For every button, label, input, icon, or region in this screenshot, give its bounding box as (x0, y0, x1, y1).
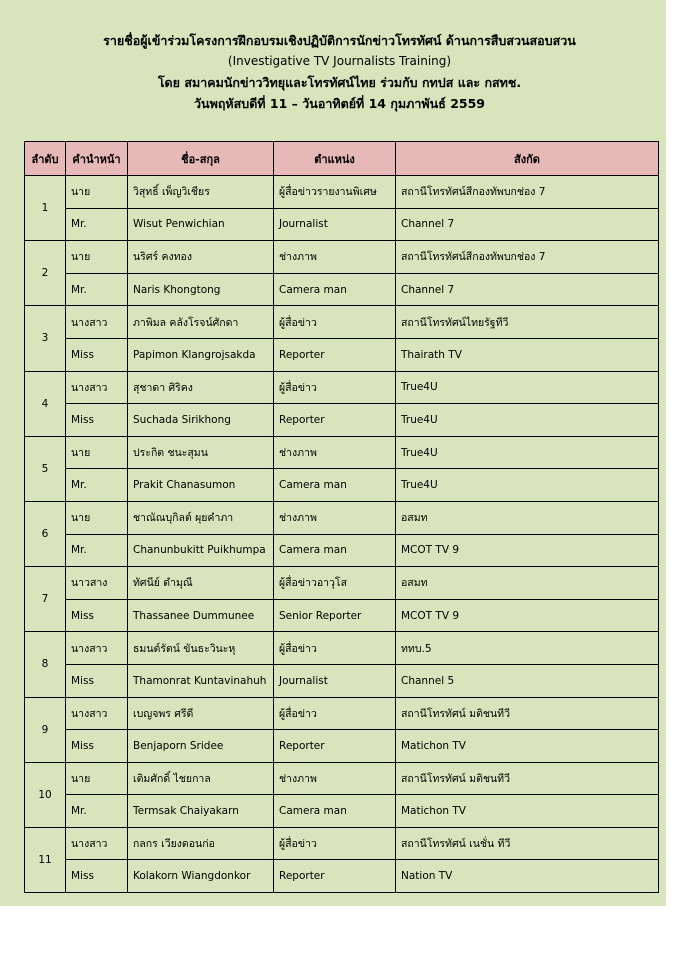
th-position-cell: ผู้สื่อข่าว (274, 697, 396, 730)
table-row (25, 697, 659, 730)
th-prefix-cell: นางสาว (66, 371, 128, 404)
en-affiliation-cell: Thairath TV (396, 338, 659, 371)
column-header-number: ลำดับ (25, 142, 66, 176)
th-position-cell: ผู้สื่อข่าวอาวุโส (274, 567, 396, 600)
table-row (25, 762, 659, 795)
en-name-cell: Wisut Penwichian (128, 208, 274, 241)
th-prefix-cell: นางสาว (66, 697, 128, 730)
table-row (25, 176, 659, 209)
table-row (25, 208, 659, 241)
th-name-cell: นริศร์ คงทอง (128, 241, 274, 274)
en-name-cell: Naris Khongtong (128, 273, 274, 306)
th-prefix-cell: นาย (66, 241, 128, 274)
en-prefix-cell: Miss (66, 404, 128, 437)
row-number-cell: 1 (25, 176, 66, 241)
th-prefix-cell: นางสาว (66, 632, 128, 665)
table-row (25, 632, 659, 665)
th-affiliation-cell: สถานีโทรทัศน์ มติชนทีวี (396, 697, 659, 730)
en-position-cell: Camera man (274, 534, 396, 567)
th-name-cell: ภาพิมล คลังโรจน์ศักดา (128, 306, 274, 339)
title-line-4: วันพฤหัสบดีที่ 11 – วันอาทิตย์ที่ 14 กุมภาพันธ์ 2559 (194, 96, 485, 111)
row-number-cell: 10 (25, 762, 66, 827)
en-position-cell: Journalist (274, 664, 396, 697)
th-prefix-cell: นาย (66, 176, 128, 209)
th-position-cell: ช่างภาพ (274, 762, 396, 795)
en-prefix-cell: Miss (66, 860, 128, 893)
en-name-cell: Suchada Sirikhong (128, 404, 274, 437)
row-number-cell: 7 (25, 567, 66, 632)
en-prefix-cell: Mr. (66, 208, 128, 241)
en-prefix-cell: Miss (66, 730, 128, 763)
th-position-cell: ผู้สื่อข่าว (274, 306, 396, 339)
en-affiliation-cell: True4U (396, 469, 659, 502)
en-position-cell: Journalist (274, 208, 396, 241)
row-number-cell: 8 (25, 632, 66, 697)
table-row (25, 404, 659, 437)
en-name-cell: Thassanee Dummunee (128, 599, 274, 632)
en-name-cell: Termsak Chaiyakarn (128, 795, 274, 828)
th-prefix-cell: นาย (66, 501, 128, 534)
th-prefix-cell: นาวสาง (66, 567, 128, 600)
column-header-prefix: คำนำหน้า (66, 142, 128, 176)
th-prefix-cell: นางสาว (66, 827, 128, 860)
th-position-cell: ช่างภาพ (274, 241, 396, 274)
th-affiliation-cell: อสมท (396, 567, 659, 600)
th-name-cell: สุชาดา ศิริคง (128, 371, 274, 404)
en-affiliation-cell: Matichon TV (396, 795, 659, 828)
th-affiliation-cell: สถานีโทรทัศน์ เนชั่น ทีวี (396, 827, 659, 860)
en-affiliation-cell: Channel 5 (396, 664, 659, 697)
table-row (25, 273, 659, 306)
table-row (25, 501, 659, 534)
table-row (25, 534, 659, 567)
row-number-cell: 11 (25, 827, 66, 892)
row-number-cell: 5 (25, 436, 66, 501)
en-position-cell: Camera man (274, 795, 396, 828)
table-row (25, 795, 659, 828)
en-position-cell: Reporter (274, 730, 396, 763)
en-affiliation-cell: True4U (396, 404, 659, 437)
en-affiliation-cell: Channel 7 (396, 273, 659, 306)
table-row (25, 827, 659, 860)
en-prefix-cell: Miss (66, 664, 128, 697)
th-position-cell: ผู้สื่อข่าวรายงานพิเศษ (274, 176, 396, 209)
th-prefix-cell: นาย (66, 436, 128, 469)
en-affiliation-cell: MCOT TV 9 (396, 599, 659, 632)
table-row (25, 664, 659, 697)
th-affiliation-cell: True4U (396, 436, 659, 469)
column-header-name: ชื่อ-สกุล (128, 142, 274, 176)
title-line-2: (Investigative TV Journalists Training) (227, 54, 452, 68)
table-row (25, 338, 659, 371)
en-name-cell: Thamonrat Kuntavinahuh (128, 664, 274, 697)
row-number-cell: 2 (25, 241, 66, 306)
table-row (25, 306, 659, 339)
en-name-cell: Chanunbukitt Puikhumpa (128, 534, 274, 567)
table-row (25, 567, 659, 600)
th-name-cell: เบญจพร ศรีดี (128, 697, 274, 730)
en-prefix-cell: Miss (66, 338, 128, 371)
table-row (25, 599, 659, 632)
th-position-cell: ผู้สื่อข่าว (274, 632, 396, 665)
th-position-cell: ผู้สื่อข่าว (274, 371, 396, 404)
en-affiliation-cell: Matichon TV (396, 730, 659, 763)
en-prefix-cell: Mr. (66, 795, 128, 828)
participants-table (24, 141, 659, 893)
th-name-cell: เติมศักดิ์ ไชยกาล (128, 762, 274, 795)
en-position-cell: Reporter (274, 404, 396, 437)
en-name-cell: Prakit Chanasumon (128, 469, 274, 502)
th-name-cell: ทัศนีย์ ดำมุณี (128, 567, 274, 600)
row-number-cell: 4 (25, 371, 66, 436)
th-position-cell: ผู้สื่อข่าว (274, 827, 396, 860)
table-row (25, 469, 659, 502)
th-affiliation-cell: สถานีโทรทัศน์สีกองทัพบกช่อง 7 (396, 176, 659, 209)
table-header-row (25, 142, 659, 176)
th-affiliation-cell: สถานีโทรทัศน์ มติชนทีวี (396, 762, 659, 795)
en-name-cell: Kolakorn Wiangdonkor (128, 860, 274, 893)
th-prefix-cell: นาย (66, 762, 128, 795)
th-affiliation-cell: สถานีโทรทัศน์ไทยรัฐทีวี (396, 306, 659, 339)
th-name-cell: วิสุทธิ์ เพ็ญวิเชียร (128, 176, 274, 209)
en-position-cell: Camera man (274, 273, 396, 306)
th-name-cell: กลกร เวียงดอนก่อ (128, 827, 274, 860)
document-header (0, 30, 679, 114)
row-number-cell: 6 (25, 501, 66, 566)
table-row (25, 436, 659, 469)
th-position-cell: ช่างภาพ (274, 501, 396, 534)
en-position-cell: Senior Reporter (274, 599, 396, 632)
title-line-1: รายชื่อผู้เข้าร่วมโครงการฝึกอบรมเชิงปฏิบัติการนักข่าวโทรทัศน์ ด้านการสืบสวนสอบสวน (103, 33, 576, 48)
table-row (25, 371, 659, 404)
en-name-cell: Papimon Klangrojsakda (128, 338, 274, 371)
en-position-cell: Reporter (274, 338, 396, 371)
en-affiliation-cell: MCOT TV 9 (396, 534, 659, 567)
row-number-cell: 9 (25, 697, 66, 762)
en-prefix-cell: Mr. (66, 469, 128, 502)
table-body (25, 176, 659, 893)
th-affiliation-cell: สถานีโทรทัศน์สีกองทัพบกช่อง 7 (396, 241, 659, 274)
en-prefix-cell: Miss (66, 599, 128, 632)
row-number-cell: 3 (25, 306, 66, 371)
en-affiliation-cell: Channel 7 (396, 208, 659, 241)
en-prefix-cell: Mr. (66, 273, 128, 306)
th-position-cell: ช่างภาพ (274, 436, 396, 469)
title-line-3: โดย สมาคมนักข่าววิทยุและโทรทัศน์ไทย ร่วมกับ กทปส และ กสทช. (157, 75, 522, 90)
th-name-cell: ชาณัณบุกิลต์ ผุยคำภา (128, 501, 274, 534)
table-row (25, 860, 659, 893)
en-position-cell: Camera man (274, 469, 396, 502)
th-affiliation-cell: ททบ.5 (396, 632, 659, 665)
table-row (25, 730, 659, 763)
th-affiliation-cell: อสมท (396, 501, 659, 534)
column-header-affiliation: สังกัด (396, 142, 659, 176)
table-row (25, 241, 659, 274)
en-affiliation-cell: Nation TV (396, 860, 659, 893)
en-position-cell: Reporter (274, 860, 396, 893)
th-name-cell: ประกิต ชนะสุมน (128, 436, 274, 469)
en-prefix-cell: Mr. (66, 534, 128, 567)
th-affiliation-cell: True4U (396, 371, 659, 404)
column-header-position: ตำแหน่ง (274, 142, 396, 176)
th-name-cell: ธมนต์รัตน์ ขันธะวินะหุ (128, 632, 274, 665)
th-prefix-cell: นางสาว (66, 306, 128, 339)
en-name-cell: Benjaporn Sridee (128, 730, 274, 763)
